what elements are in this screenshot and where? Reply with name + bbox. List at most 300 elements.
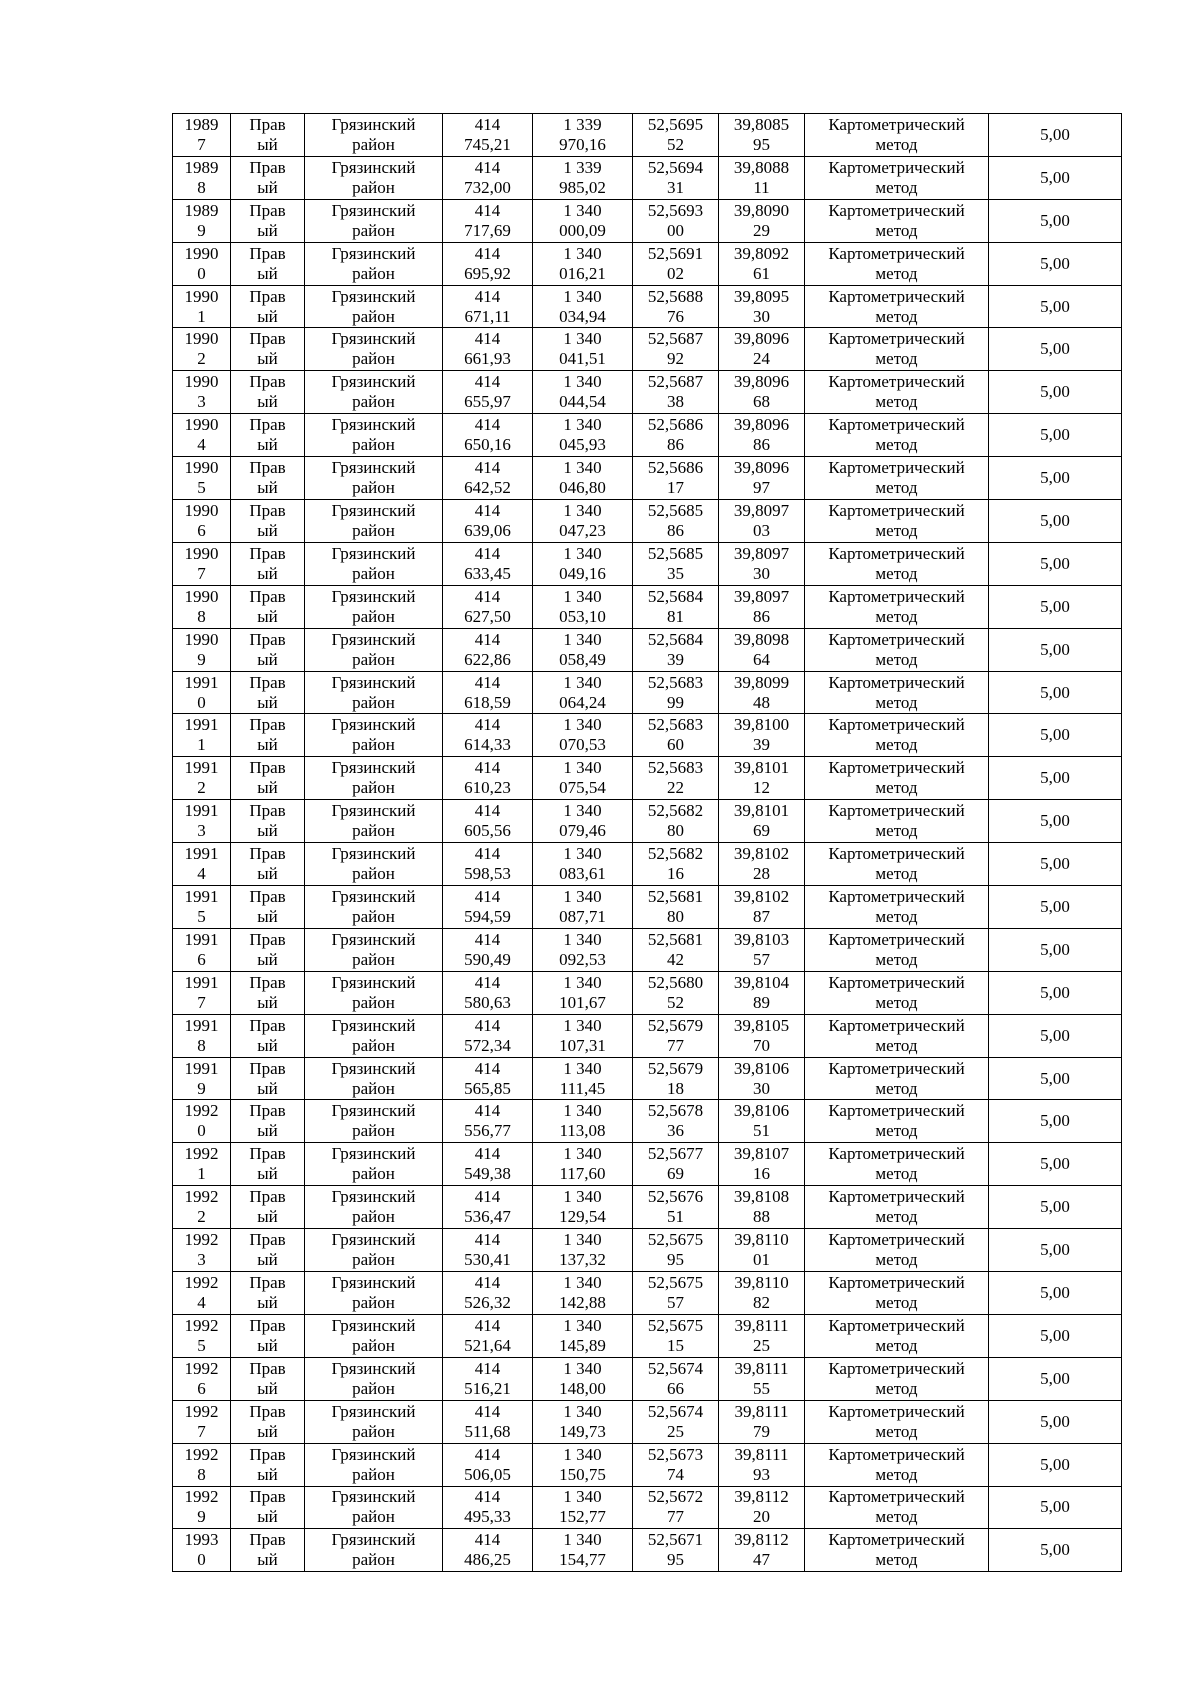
district-text: район: [352, 992, 395, 1012]
latitude-text: 52,5680: [647, 972, 704, 992]
latitude-cell: [633, 757, 719, 800]
longitude-cell: [719, 1143, 805, 1186]
coord-y-cell: [533, 757, 633, 800]
point-number-text: 0: [197, 1121, 206, 1141]
method-text: Картометрический: [828, 972, 965, 992]
coord-y-cell: [533, 928, 633, 971]
coord-x-text: 642,52: [464, 478, 511, 498]
longitude-cell: [719, 457, 805, 500]
district-text: Грязинский: [331, 415, 416, 435]
table-row: [173, 628, 1122, 671]
precision-cell: 5,00: [989, 1143, 1122, 1186]
point-number-text: 7: [197, 1421, 206, 1441]
district-text: Грязинский: [331, 672, 416, 692]
point-number-text: 5: [197, 478, 206, 498]
precision-cell: 5,00: [989, 1486, 1122, 1529]
point-number-text: 4: [197, 435, 206, 455]
coord-x-text: 414: [474, 801, 501, 821]
point-number-text: 1: [197, 735, 206, 755]
coord-x-text: 605,56: [464, 821, 511, 841]
point-number-text: 1990: [184, 586, 219, 606]
latitude-text: 52: [667, 992, 684, 1012]
point-number-cell: [173, 757, 231, 800]
point-number-text: 1990: [184, 543, 219, 563]
longitude-cell: [719, 371, 805, 414]
coord-y-cell: [533, 1400, 633, 1443]
district-text: Грязинский: [331, 715, 416, 735]
bank-side-cell: [231, 971, 305, 1014]
district-text: район: [352, 306, 395, 326]
point-number-cell: [173, 114, 231, 157]
precision-cell: 5,00: [989, 1314, 1122, 1357]
precision-cell: 5,00: [989, 371, 1122, 414]
longitude-cell: [719, 843, 805, 886]
district-cell: [305, 114, 443, 157]
coord-x-text: 414: [474, 844, 501, 864]
coord-y-text: 1 340: [563, 200, 602, 220]
bank-side-text: Прав: [249, 586, 286, 606]
coord-x-text: 414: [474, 1315, 501, 1335]
coord-y-cell: [533, 542, 633, 585]
district-text: Грязинский: [331, 972, 416, 992]
district-text: Грязинский: [331, 1272, 416, 1292]
coord-x-cell: [443, 457, 533, 500]
bank-side-text: Прав: [249, 715, 286, 735]
method-cell: [805, 714, 989, 757]
district-text: район: [352, 478, 395, 498]
latitude-text: 52,5678: [647, 1101, 704, 1121]
method-text: Картометрический: [828, 1015, 965, 1035]
bank-side-text: ый: [257, 1550, 278, 1570]
point-number-text: 3: [197, 392, 206, 412]
table-row: [173, 1443, 1122, 1486]
district-text: район: [352, 1335, 395, 1355]
method-cell: [805, 1529, 989, 1572]
coord-y-cell: [533, 1486, 633, 1529]
coord-x-text: 414: [474, 372, 501, 392]
coord-y-cell: [533, 328, 633, 371]
bank-side-text: ый: [257, 735, 278, 755]
coord-x-text: 414: [474, 1101, 501, 1121]
coord-x-text: 536,47: [464, 1207, 511, 1227]
method-text: метод: [875, 520, 918, 540]
point-number-text: 9: [197, 220, 206, 240]
latitude-text: 52,5683: [647, 715, 704, 735]
district-text: Грязинский: [331, 286, 416, 306]
coord-x-text: 414: [474, 886, 501, 906]
bank-side-text: ый: [257, 134, 278, 154]
longitude-text: 39,8092: [733, 243, 790, 263]
latitude-text: 52,5679: [647, 1015, 704, 1035]
district-text: Грязинский: [331, 458, 416, 478]
coord-x-text: 414: [474, 1444, 501, 1464]
bank-side-cell: [231, 1529, 305, 1572]
longitude-text: 29: [753, 220, 770, 240]
coord-y-text: 1 340: [563, 1272, 602, 1292]
coord-x-cell: [443, 156, 533, 199]
method-cell: [805, 1100, 989, 1143]
district-text: район: [352, 692, 395, 712]
bank-side-text: ый: [257, 349, 278, 369]
point-number-text: 2: [197, 349, 206, 369]
point-number-cell: [173, 1186, 231, 1229]
district-cell: [305, 843, 443, 886]
table-row: [173, 1486, 1122, 1529]
bank-side-text: Прав: [249, 972, 286, 992]
coord-y-text: 152,77: [559, 1507, 606, 1527]
latitude-cell: [633, 1057, 719, 1100]
table-row: [173, 1272, 1122, 1315]
district-cell: [305, 542, 443, 585]
longitude-text: 64: [753, 649, 770, 669]
point-number-text: 1991: [184, 929, 219, 949]
point-number-text: 1991: [184, 1058, 219, 1078]
coord-x-cell: [443, 500, 533, 543]
method-text: метод: [875, 563, 918, 583]
bank-side-text: ый: [257, 263, 278, 283]
coord-x-text: 598,53: [464, 864, 511, 884]
longitude-text: 93: [753, 1464, 770, 1484]
point-number-text: 6: [197, 949, 206, 969]
longitude-text: 39,8111: [734, 1315, 789, 1335]
latitude-text: 52,5671: [647, 1530, 704, 1550]
district-text: Грязинский: [331, 200, 416, 220]
point-number-text: 6: [197, 520, 206, 540]
precision-cell: 5,00: [989, 242, 1122, 285]
point-number-text: 5: [197, 1335, 206, 1355]
method-text: Картометрический: [828, 929, 965, 949]
longitude-text: 11: [753, 177, 770, 197]
district-text: район: [352, 949, 395, 969]
coord-x-text: 414: [474, 329, 501, 349]
point-number-text: 1990: [184, 500, 219, 520]
coord-x-text: 414: [474, 1058, 501, 1078]
district-text: Грязинский: [331, 372, 416, 392]
coord-y-text: 053,10: [559, 606, 606, 626]
latitude-cell: [633, 628, 719, 671]
method-text: метод: [875, 735, 918, 755]
district-cell: [305, 585, 443, 628]
district-text: Грязинский: [331, 1187, 416, 1207]
latitude-cell: [633, 1143, 719, 1186]
district-text: Грязинский: [331, 1530, 416, 1550]
longitude-text: 39: [753, 735, 770, 755]
point-number-text: 9: [197, 1078, 206, 1098]
coord-y-cell: [533, 285, 633, 328]
point-number-text: 5: [197, 906, 206, 926]
coord-x-cell: [443, 800, 533, 843]
bank-side-text: Прав: [249, 458, 286, 478]
coord-y-text: 1 340: [563, 458, 602, 478]
district-cell: [305, 1443, 443, 1486]
bank-side-cell: [231, 1229, 305, 1272]
district-text: район: [352, 349, 395, 369]
coord-y-text: 1 340: [563, 500, 602, 520]
district-cell: [305, 328, 443, 371]
bank-side-text: Прав: [249, 758, 286, 778]
district-text: Грязинский: [331, 801, 416, 821]
latitude-text: 86: [667, 435, 684, 455]
method-text: метод: [875, 906, 918, 926]
point-number-cell: [173, 156, 231, 199]
longitude-cell: [719, 1529, 805, 1572]
coord-x-text: 414: [474, 458, 501, 478]
bank-side-text: Прав: [249, 844, 286, 864]
latitude-text: 52,5682: [647, 844, 704, 864]
point-number-cell: [173, 1486, 231, 1529]
table-row: [173, 1529, 1122, 1572]
coord-y-cell: [533, 843, 633, 886]
coord-y-text: 087,71: [559, 906, 606, 926]
coord-x-text: 414: [474, 929, 501, 949]
longitude-text: 24: [753, 349, 770, 369]
bank-side-text: ый: [257, 1121, 278, 1141]
coord-x-text: 414: [474, 243, 501, 263]
coord-y-text: 1 339: [563, 114, 602, 134]
coord-x-cell: [443, 671, 533, 714]
precision-cell: 5,00: [989, 1229, 1122, 1272]
bank-side-text: ый: [257, 906, 278, 926]
latitude-cell: [633, 1357, 719, 1400]
coord-x-cell: [443, 199, 533, 242]
method-text: метод: [875, 1207, 918, 1227]
point-number-text: 0: [197, 263, 206, 283]
table-row: [173, 886, 1122, 929]
district-text: район: [352, 134, 395, 154]
longitude-text: 01: [753, 1250, 770, 1270]
longitude-text: 39,8107: [733, 1144, 790, 1164]
latitude-text: 80: [667, 821, 684, 841]
method-cell: [805, 1057, 989, 1100]
district-text: Грязинский: [331, 929, 416, 949]
table-body: [173, 114, 1122, 1572]
coord-x-text: 516,21: [464, 1378, 511, 1398]
latitude-text: 77: [667, 1035, 684, 1055]
coord-x-text: 414: [474, 1358, 501, 1378]
latitude-cell: [633, 886, 719, 929]
point-number-text: 3: [197, 1250, 206, 1270]
coord-y-text: 985,02: [559, 177, 606, 197]
latitude-text: 52,5688: [647, 286, 704, 306]
method-cell: [805, 457, 989, 500]
longitude-text: 39,8101: [733, 801, 790, 821]
district-text: Грязинский: [331, 758, 416, 778]
bank-side-text: Прав: [249, 286, 286, 306]
method-cell: [805, 585, 989, 628]
point-number-text: 8: [197, 606, 206, 626]
point-number-cell: [173, 242, 231, 285]
district-cell: [305, 414, 443, 457]
method-text: Картометрический: [828, 114, 965, 134]
table-row: [173, 1100, 1122, 1143]
method-text: Картометрический: [828, 1272, 965, 1292]
point-number-text: 1990: [184, 415, 219, 435]
coord-y-text: 129,54: [559, 1207, 606, 1227]
latitude-text: 17: [667, 478, 684, 498]
district-cell: [305, 242, 443, 285]
method-cell: [805, 371, 989, 414]
latitude-cell: [633, 114, 719, 157]
method-text: Картометрический: [828, 1187, 965, 1207]
coord-x-text: 414: [474, 1144, 501, 1164]
bank-side-text: ый: [257, 778, 278, 798]
longitude-cell: [719, 800, 805, 843]
point-number-text: 4: [197, 1292, 206, 1312]
method-cell: [805, 1443, 989, 1486]
table-row: [173, 714, 1122, 757]
latitude-cell: [633, 1272, 719, 1315]
longitude-text: 79: [753, 1421, 770, 1441]
coord-x-text: 594,59: [464, 906, 511, 926]
precision-cell: 5,00: [989, 114, 1122, 157]
coord-y-text: 1 340: [563, 415, 602, 435]
bank-side-cell: [231, 1143, 305, 1186]
latitude-cell: [633, 971, 719, 1014]
latitude-text: 92: [667, 349, 684, 369]
district-text: район: [352, 606, 395, 626]
coord-y-cell: [533, 1529, 633, 1572]
coord-x-text: 633,45: [464, 563, 511, 583]
point-number-cell: [173, 500, 231, 543]
latitude-text: 86: [667, 520, 684, 540]
coord-x-cell: [443, 1100, 533, 1143]
coord-y-cell: [533, 1143, 633, 1186]
point-number-text: 1989: [184, 114, 219, 134]
table-row: [173, 328, 1122, 371]
coord-x-cell: [443, 1229, 533, 1272]
longitude-text: 12: [753, 778, 770, 798]
method-cell: [805, 156, 989, 199]
coord-y-text: 142,88: [559, 1292, 606, 1312]
longitude-text: 30: [753, 563, 770, 583]
bank-side-text: Прав: [249, 886, 286, 906]
point-number-cell: [173, 585, 231, 628]
coord-y-text: 079,46: [559, 821, 606, 841]
method-text: метод: [875, 177, 918, 197]
latitude-text: 52,5674: [647, 1358, 704, 1378]
longitude-text: 39,8090: [733, 200, 790, 220]
coord-y-text: 1 339: [563, 157, 602, 177]
method-text: Картометрический: [828, 758, 965, 778]
method-text: метод: [875, 649, 918, 669]
coord-x-cell: [443, 1186, 533, 1229]
method-text: метод: [875, 1292, 918, 1312]
latitude-cell: [633, 1400, 719, 1443]
coord-x-text: 622,86: [464, 649, 511, 669]
coord-x-text: 414: [474, 1230, 501, 1250]
point-number-text: 1992: [184, 1144, 219, 1164]
district-cell: [305, 500, 443, 543]
bank-side-text: ый: [257, 1035, 278, 1055]
method-text: Картометрический: [828, 1230, 965, 1250]
latitude-text: 52,5673: [647, 1444, 704, 1464]
table-row: [173, 843, 1122, 886]
coord-y-text: 1 340: [563, 286, 602, 306]
table-row: [173, 1400, 1122, 1443]
coord-x-text: 627,50: [464, 606, 511, 626]
latitude-text: 57: [667, 1292, 684, 1312]
coord-x-text: 618,59: [464, 692, 511, 712]
coord-y-cell: [533, 371, 633, 414]
coord-x-text: 414: [474, 586, 501, 606]
district-text: Грязинский: [331, 1101, 416, 1121]
bank-side-cell: [231, 1014, 305, 1057]
point-number-text: 1990: [184, 329, 219, 349]
bank-side-text: Прав: [249, 329, 286, 349]
latitude-cell: [633, 1229, 719, 1272]
bank-side-text: ый: [257, 1207, 278, 1227]
latitude-cell: [633, 414, 719, 457]
bank-side-text: Прав: [249, 1230, 286, 1250]
longitude-text: 88: [753, 1207, 770, 1227]
bank-side-text: Прав: [249, 1444, 286, 1464]
point-number-cell: [173, 886, 231, 929]
district-text: район: [352, 864, 395, 884]
point-number-text: 1992: [184, 1187, 219, 1207]
bank-side-text: ый: [257, 992, 278, 1012]
method-text: Картометрический: [828, 586, 965, 606]
district-text: район: [352, 1078, 395, 1098]
latitude-cell: [633, 1014, 719, 1057]
coord-y-text: 1 340: [563, 1187, 602, 1207]
point-number-cell: [173, 1014, 231, 1057]
method-text: Картометрический: [828, 200, 965, 220]
longitude-cell: [719, 542, 805, 585]
bank-side-cell: [231, 414, 305, 457]
district-text: Грязинский: [331, 1487, 416, 1507]
latitude-text: 52,5677: [647, 1144, 704, 1164]
district-cell: [305, 156, 443, 199]
method-text: Картометрический: [828, 1444, 965, 1464]
district-text: район: [352, 906, 395, 926]
table-row: [173, 542, 1122, 585]
coord-x-text: 565,85: [464, 1078, 511, 1098]
district-text: Грязинский: [331, 114, 416, 134]
bank-side-text: ый: [257, 1250, 278, 1270]
coord-x-cell: [443, 1057, 533, 1100]
bank-side-text: Прав: [249, 243, 286, 263]
longitude-text: 39,8100: [733, 715, 790, 735]
longitude-cell: [719, 242, 805, 285]
method-text: метод: [875, 1164, 918, 1184]
table-row: [173, 585, 1122, 628]
method-text: метод: [875, 1250, 918, 1270]
coord-x-text: 650,16: [464, 435, 511, 455]
coord-x-cell: [443, 542, 533, 585]
coord-y-cell: [533, 714, 633, 757]
longitude-text: 61: [753, 263, 770, 283]
bank-side-text: ый: [257, 1292, 278, 1312]
latitude-text: 42: [667, 949, 684, 969]
coord-x-text: 414: [474, 1401, 501, 1421]
longitude-text: 95: [753, 134, 770, 154]
coord-x-text: 556,77: [464, 1121, 511, 1141]
district-text: Грязинский: [331, 886, 416, 906]
district-cell: [305, 757, 443, 800]
latitude-text: 52,5682: [647, 801, 704, 821]
coord-x-cell: [443, 114, 533, 157]
bank-side-text: ый: [257, 1421, 278, 1441]
bank-side-text: Прав: [249, 1487, 286, 1507]
coord-y-cell: [533, 414, 633, 457]
coord-x-text: 661,93: [464, 349, 511, 369]
district-text: район: [352, 778, 395, 798]
table-row: [173, 1314, 1122, 1357]
method-cell: [805, 414, 989, 457]
coord-y-cell: [533, 156, 633, 199]
coord-y-cell: [533, 1314, 633, 1357]
method-cell: [805, 285, 989, 328]
